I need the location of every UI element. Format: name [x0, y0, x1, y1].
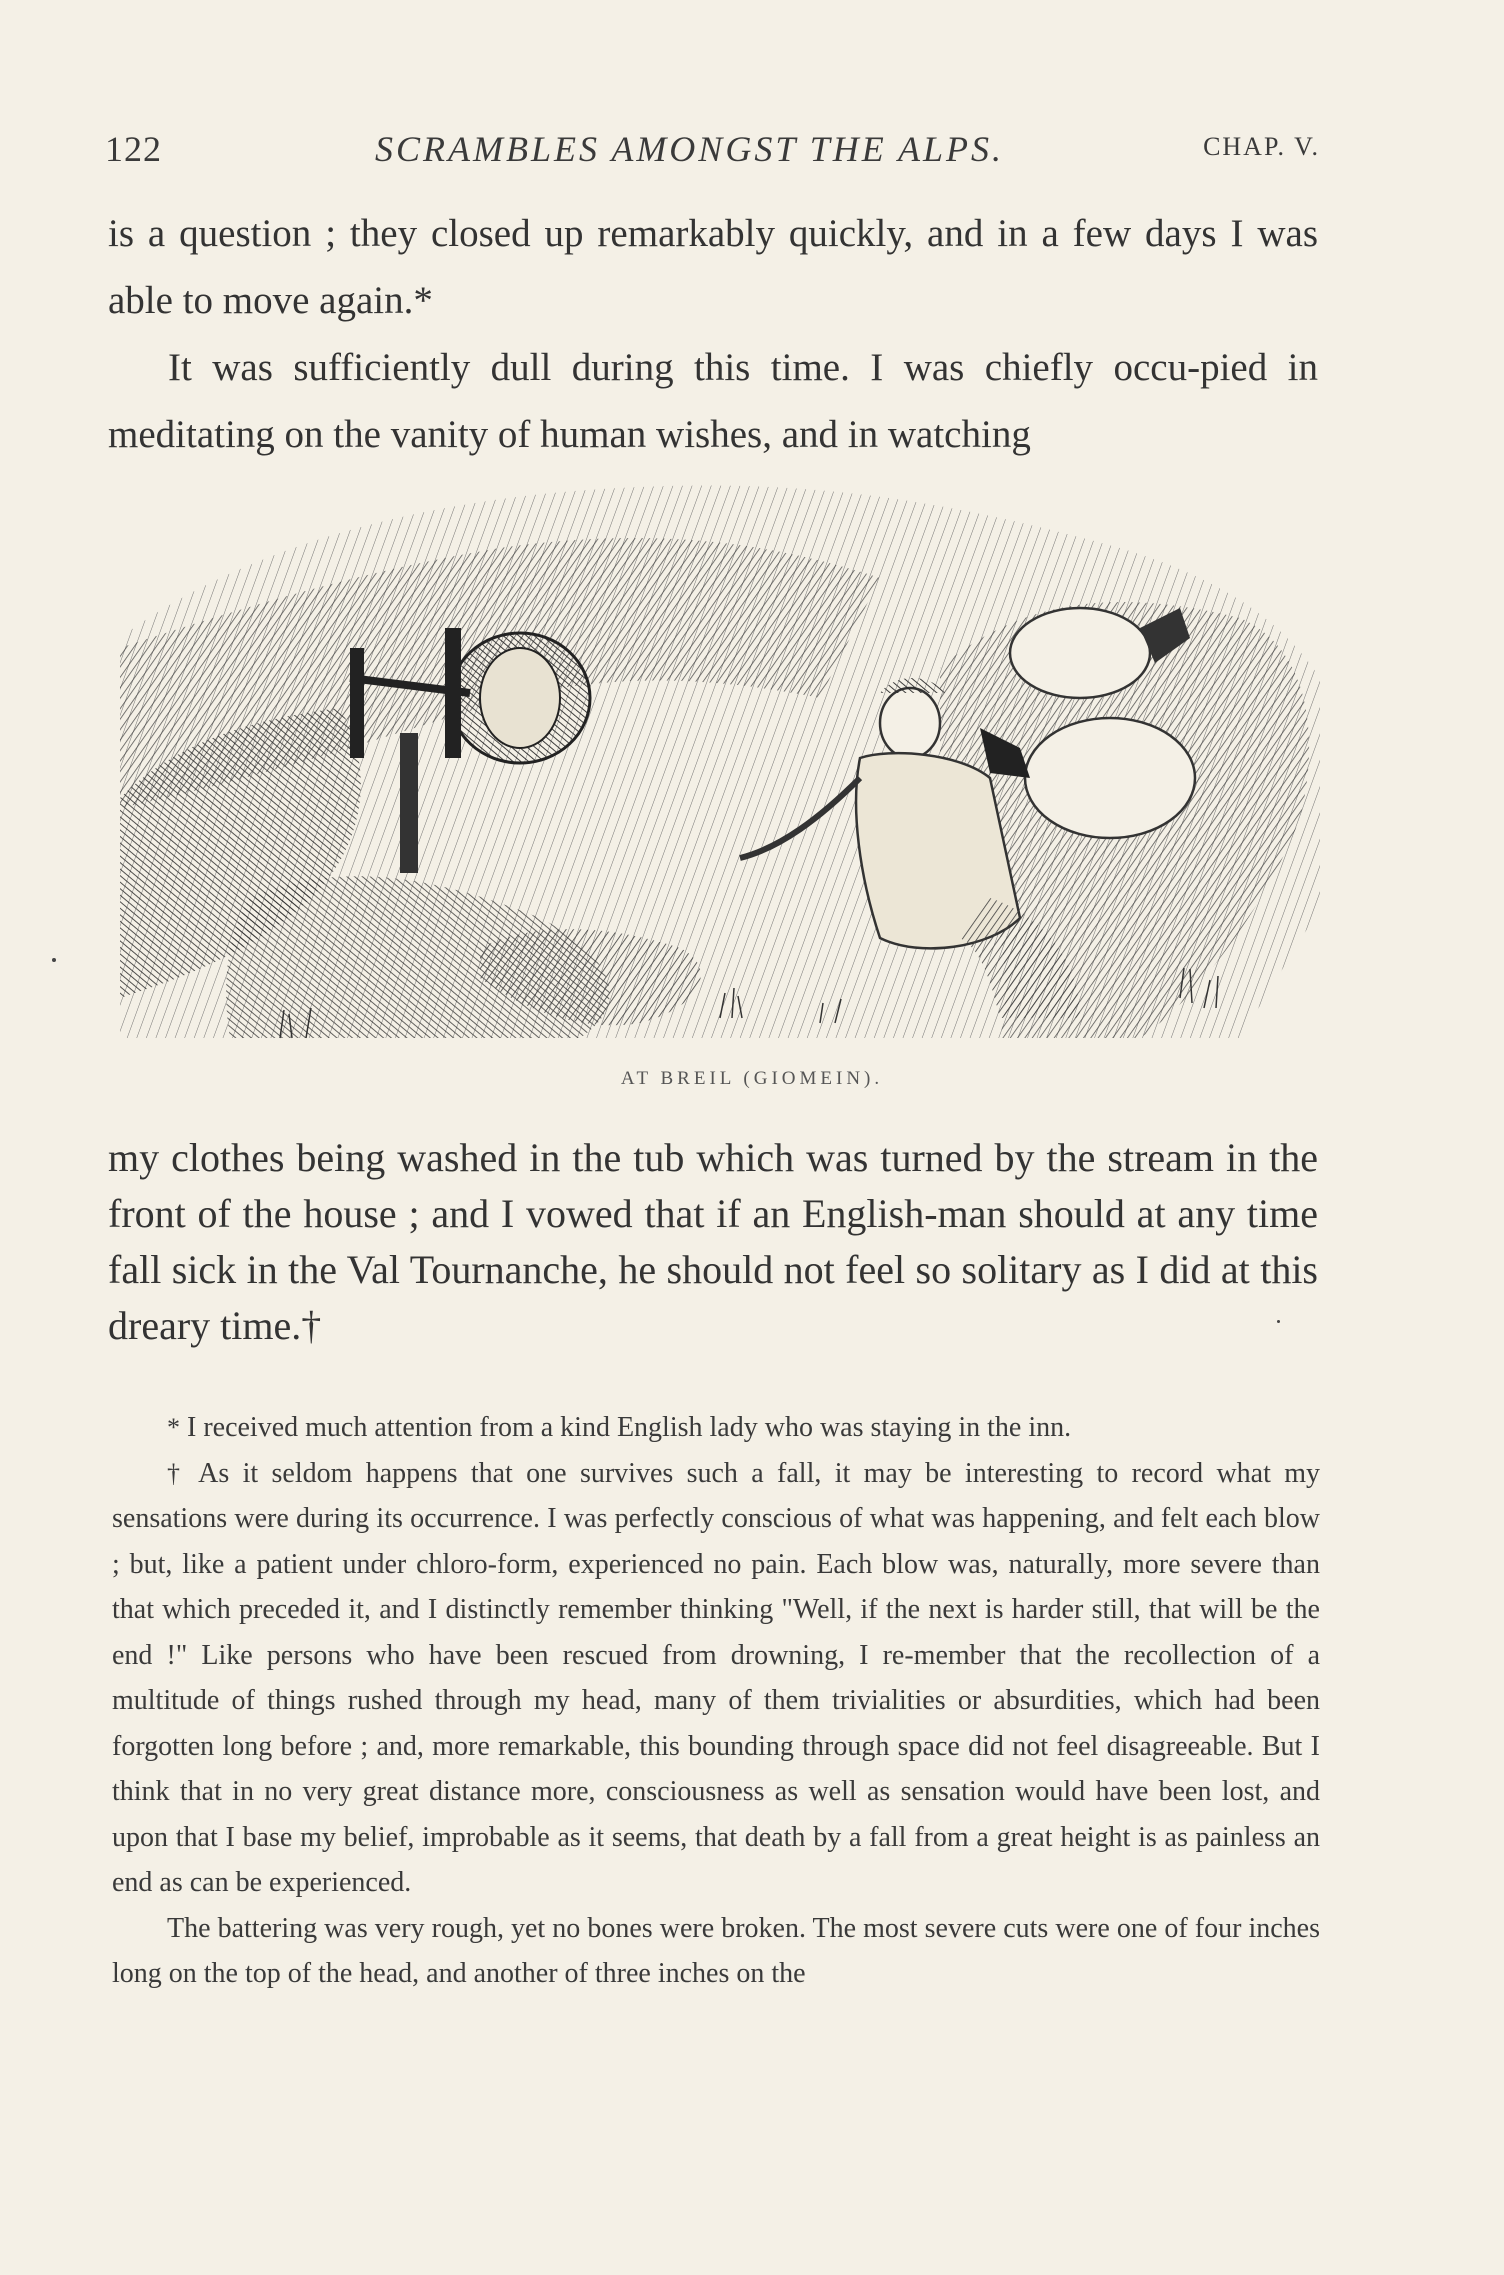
- body-text-bottom: [108, 1130, 1318, 1354]
- figure-caption: AT BREIL (GIOMEIN).: [620, 1068, 884, 1089]
- engraving-image: [120, 478, 1320, 1058]
- print-speck: [1277, 1320, 1280, 1323]
- footnote-marker: †: [167, 1458, 187, 1488]
- body-text-top: [108, 200, 1318, 468]
- engraving-illustration: [120, 478, 1320, 1058]
- footnote-text: I received much attention from a kind English lady who was staying in the inn.: [187, 1412, 1072, 1443]
- paragraph: is a question ; they closed up remarkably quickly, and in a few days I was able to move again.*: [108, 212, 1318, 322]
- chapter-label: CHAP. V.: [1203, 132, 1320, 161]
- footnote-text: As it seldom happens that one survives such a fall, it may be interesting to record what my sensations were during its occurrence. I was perfectly conscious of what was happening, and felt each blow ; but, like a patient under chloro-form, experienced no pain. Each blow was, naturally, more severe than that which preceded it, and I distinctly remember thinking "Well, if the next is harder still, that will be the end !" Like persons who have been rescued from drowning, I re-member that the recollection of a multitude of things rushed through my head, many of them trivialities or absurdities, which had been forgotten long before ; and, more remarkable, this bounding through space did not feel disagreeable. But I think that in no very great distance more, consciousness as well as sensation would have been lost, and upon that I base my belief, improbable as it seems, that death by a fall from a great height is as painless an end as can be experienced.: [112, 1457, 1320, 1898]
- footnotes: [112, 1405, 1320, 1997]
- footnote-marker: *: [167, 1413, 180, 1442]
- print-speck: [52, 958, 56, 962]
- page-number: 122: [105, 129, 162, 169]
- paragraph: my clothes being washed in the tub which was turned by the stream in the front of the house ; and I vowed that if an English-man should at any time fall sick in the Val Tournanche, he should not feel so solitary as I did at this dreary time.†: [108, 1135, 1318, 1348]
- footnote-continuation: The battering was very rough, yet no bones were broken. The most severe cuts were one of four inches long on the top of the head, and another of three inches on the: [112, 1912, 1320, 1989]
- footnote-1: [112, 1405, 1320, 1451]
- footnote-2: [112, 1451, 1320, 1906]
- running-header: [105, 128, 1320, 178]
- paragraph: It was sufficiently dull during this time. I was chiefly occu-pied in meditating on the vanity of human wishes, and in watching: [108, 346, 1318, 456]
- running-title: SCRAMBLES AMONGST THE ALPS.: [375, 129, 1005, 169]
